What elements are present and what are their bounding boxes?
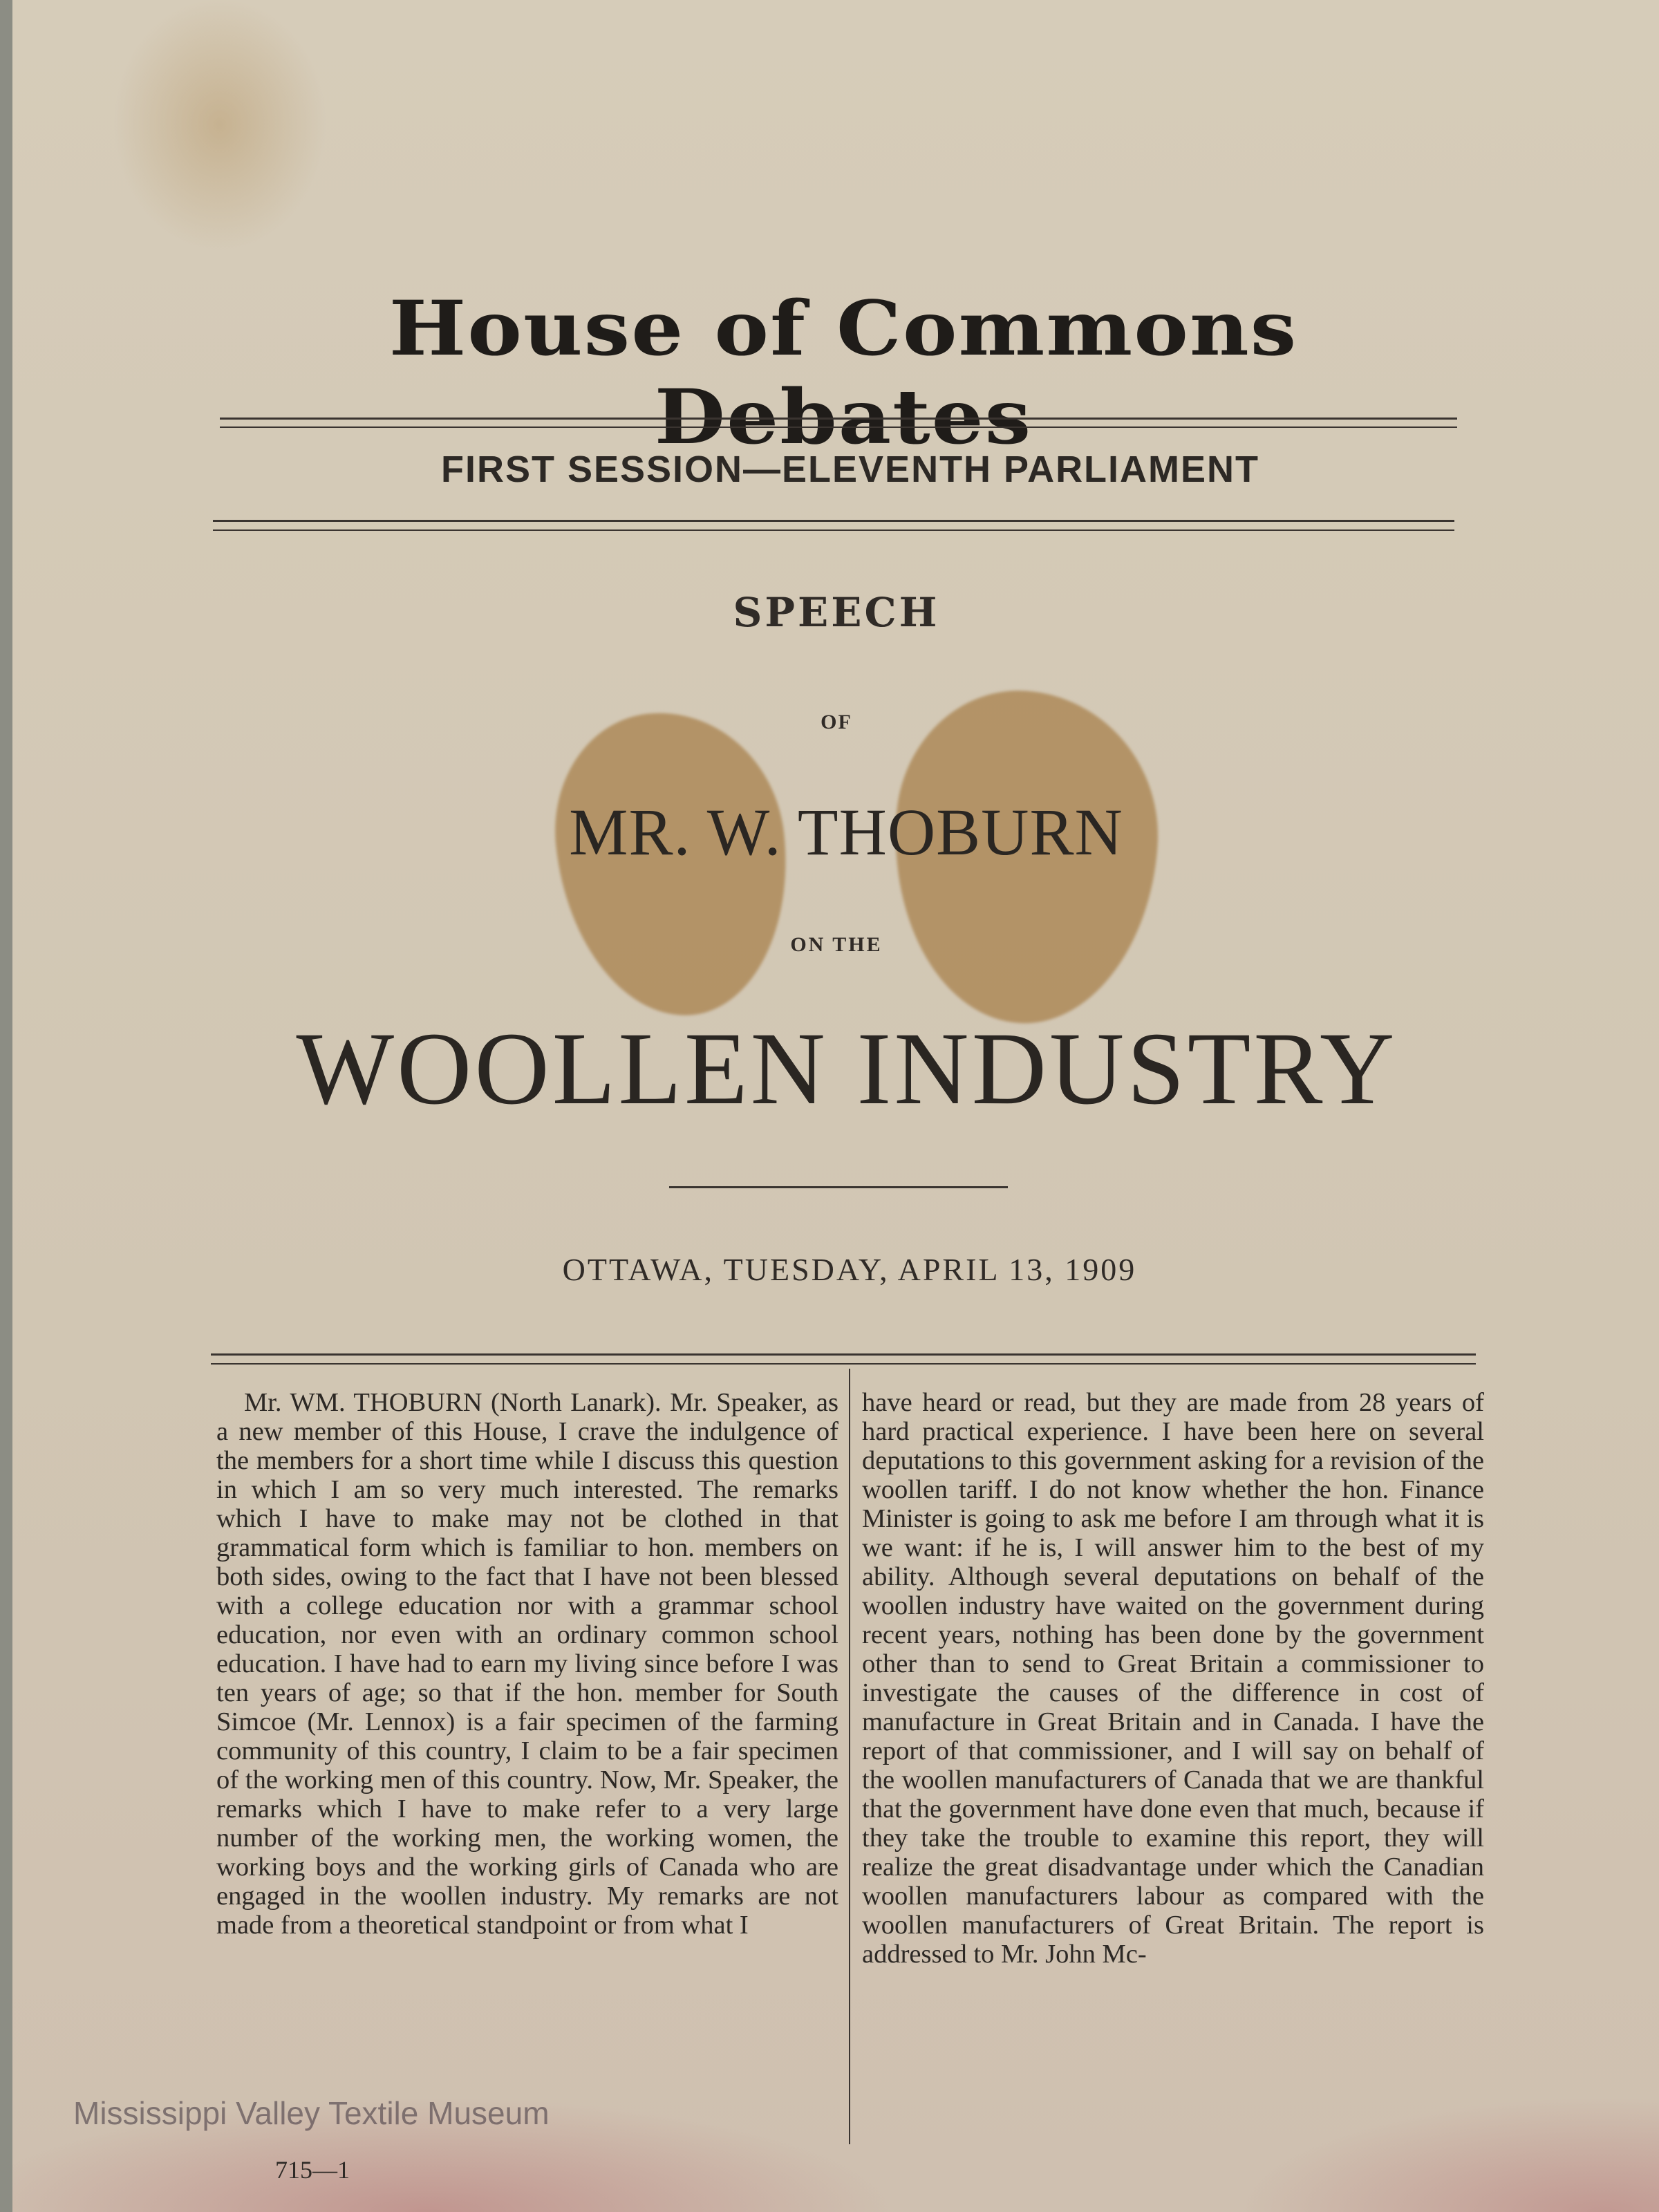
masthead-title: House of Commons Debates <box>388 284 1298 461</box>
column-divider <box>849 1369 850 2144</box>
masthead-rule-bottom <box>220 427 1457 428</box>
folio-number: 715—1 <box>275 2156 350 2184</box>
session-rule-bottom <box>213 529 1454 531</box>
session-rule-top <box>213 520 1454 522</box>
text-column-left <box>216 1388 838 1940</box>
paragraph-right: have heard or read, but they are made from 28 years of hard practical experience. I have been here on several deputations to this government asking for a revision of the woollen tariff. I do not know whether the hon. Finance Minister is going to ask me before I am through what it is we want: if he is, I will answer him to the best of my ability. Although several deputations on behalf of the woollen industry have waited on the government during recent years, nothing has been done by the government other than to send to Great Britain a commissioner to investigate the causes of the difference in cost of manufacture in Great Britain and in Canada. I have the report of that commissioner, and I will say on behalf of the woollen manufacturers of Canada that we are thankful that the government have done even that much, because if they take the trouble to examine this report, they will realize the great disadvantage under which the Canadian woollen manufacturers labour as compared with the woollen manufacturers of Great Britain. The report is addressed to Mr. John Mc- <box>862 1388 1484 1969</box>
paragraph-left: Mr. WM. THOBURN (North Lanark). Mr. Speaker, as a new member of this House, I crave the indulgence of the members for a short time while I discuss this question in which I am so very much interested. The remarks which I have to make may not be clothed in that grammatical form which is familiar to hon. members on both sides, owing to the fact that I have not been blessed with a college education nor with a grammar school education, nor even with an ordinary common school education. I have had to earn my living since before I was ten years of age; so that if the hon. member for South Simcoe (Mr. Lennox) is a fair specimen of the farming community of this country, I claim to be a fair specimen of the working men of this country. Now, Mr. Speaker, the remarks which I have to make refer to a very large number of the working men, the working women, the working boys and the working girls of Canada who are engaged in the woollen industry. My remarks are not made from a theoretical standpoint or from what I <box>216 1388 838 1940</box>
of-label: OF <box>821 711 852 733</box>
title-divider <box>669 1186 1008 1188</box>
text-column-right <box>862 1388 1484 1969</box>
dateline: OTTAWA, TUESDAY, APRIL 13, 1909 <box>562 1252 1137 1287</box>
text-rule-bottom <box>211 1363 1476 1365</box>
masthead-rule-top <box>220 418 1457 420</box>
text-rule-top <box>211 1353 1476 1356</box>
session-line: FIRST SESSION—ELEVENTH PARLIAMENT <box>440 449 1260 490</box>
speech-heading: SPEECH <box>733 589 940 636</box>
speech-subject: WOOLLEN INDUSTRY <box>296 1011 1398 1126</box>
on-the-label: ON THE <box>790 933 883 956</box>
museum-watermark: Mississippi Valley Textile Museum <box>73 2095 550 2131</box>
speaker-name: MR. W. THOBURN <box>569 795 1123 869</box>
